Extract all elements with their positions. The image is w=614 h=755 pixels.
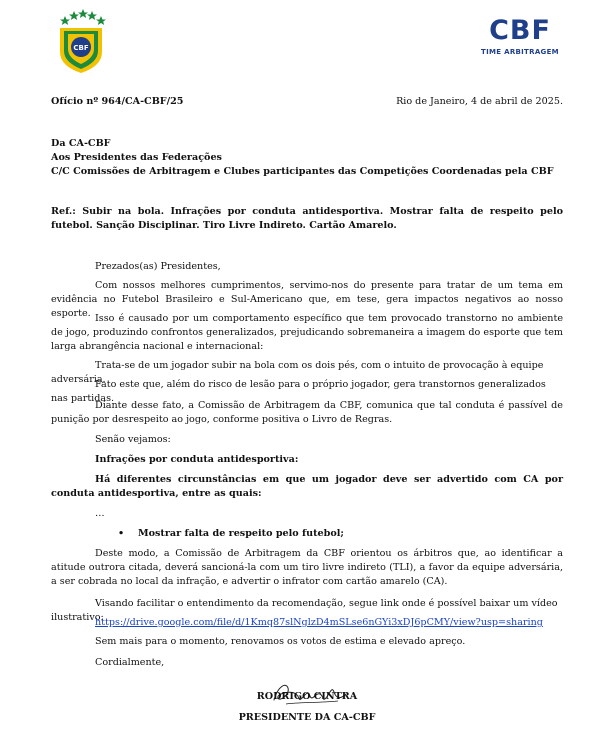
cbf-subtitle: TIME ARBITRAGEM <box>481 48 559 56</box>
cbf-time-arbitragem-logo <box>470 16 570 56</box>
oficio-number: Ofício nº 964/CA-CBF/25 <box>51 96 184 107</box>
reference: Ref.: Subir na bola. Infrações por conduta antidesportiva. Mostrar falta de respeito pelo futebol. Sanção Disciplinar. Tiro Livre Indireto. Cartão Amarelo. <box>51 206 563 231</box>
date-line: Rio de Janeiro, 4 de abril de 2025. <box>396 96 563 107</box>
paragraph-6: Senão vejamos: <box>95 434 171 445</box>
bullet-item <box>118 527 518 541</box>
closing: Cordialmente, <box>95 657 165 668</box>
crest-label: CBF <box>73 44 89 52</box>
ellipsis: … <box>95 508 105 519</box>
paragraph-1: Com nossos melhores cumprimentos, servimo-nos do presente para tratar de um tema em evidência no Futebol Brasileiro e Sul-Americano que, em tese, gera impactos negativos ao nosso esporte. <box>51 280 563 319</box>
cbf-wordmark: CBF <box>489 15 551 46</box>
paragraph-5: Diante desse fato, a Comissão de Arbitragem da CBF, comunica que tal conduta é passível de punição por desrespeito ao jogo, conforme positiva o Livro de Regras. <box>51 400 563 425</box>
bullet-dot-icon: • <box>118 528 125 539</box>
paragraph-7: Deste modo, a Comissão de Arbitragem da CBF orientou os árbitros que, ao identificar a atitude outrora citada, deverá sancioná-la com um tiro livre indireto (TLI), a favor da equipe adversária, a ser cobrada no local da infração, e advertir o infrator com cartão amarelo (CA). <box>51 548 563 587</box>
paragraph-4: Fato este que, além do risco de lesão para o próprio jogador, gera transtornos generalizados nas partidas. <box>51 379 546 404</box>
bullet-text: Mostrar falta de respeito pelo futebol; <box>138 528 344 539</box>
to-line: Aos Presidentes das Federações <box>51 152 222 163</box>
paragraph-8: Visando facilitar o entendimento da recomendação, segue link onde é possível baixar um vídeo ilustrativo: <box>51 598 558 623</box>
heading-circunstancias: Há diferentes circunstâncias em que um jogador deve ser advertido com CA por conduta antidesportiva, entre as quais: <box>51 474 563 499</box>
video-link-line <box>51 616 563 630</box>
signer-name: RODRIGO CINTRA <box>256 691 358 702</box>
heading-antidesportiva: Infrações por conduta antidesportiva: <box>95 454 299 465</box>
paragraph-9: Sem mais para o momento, renovamos os votos de estima e elevado apreço. <box>95 636 466 647</box>
from-line: Da CA-CBF <box>51 138 111 149</box>
signer-title: PRESIDENTE DA CA-CBF <box>238 712 376 723</box>
cc-line: C/C Comissões de Arbitragem e Clubes participantes das Competições Coordenadas pela CBF <box>51 166 554 177</box>
paragraph-2: Isso é causado por um comportamento específico que tem provocado transtorno no ambiente de jogo, produzindo confrontos generalizados, prejudicando sobremaneira a imagem do esporte que tem larga abrangência nacional e internacional: <box>51 313 563 352</box>
greeting: Prezados(as) Presidentes, <box>95 261 221 272</box>
paragraph-3: Trata-se de um jogador subir na bola com os dois pés, com o intuito de provocação à equipe adversária. <box>51 360 544 385</box>
video-link[interactable]: https://drive.google.com/file/d/1Kmq87slNglzD4mSLse6nGYi3xDJ6pCMY/view?usp=sharing <box>95 617 543 628</box>
cbf-crest-logo <box>52 8 110 74</box>
